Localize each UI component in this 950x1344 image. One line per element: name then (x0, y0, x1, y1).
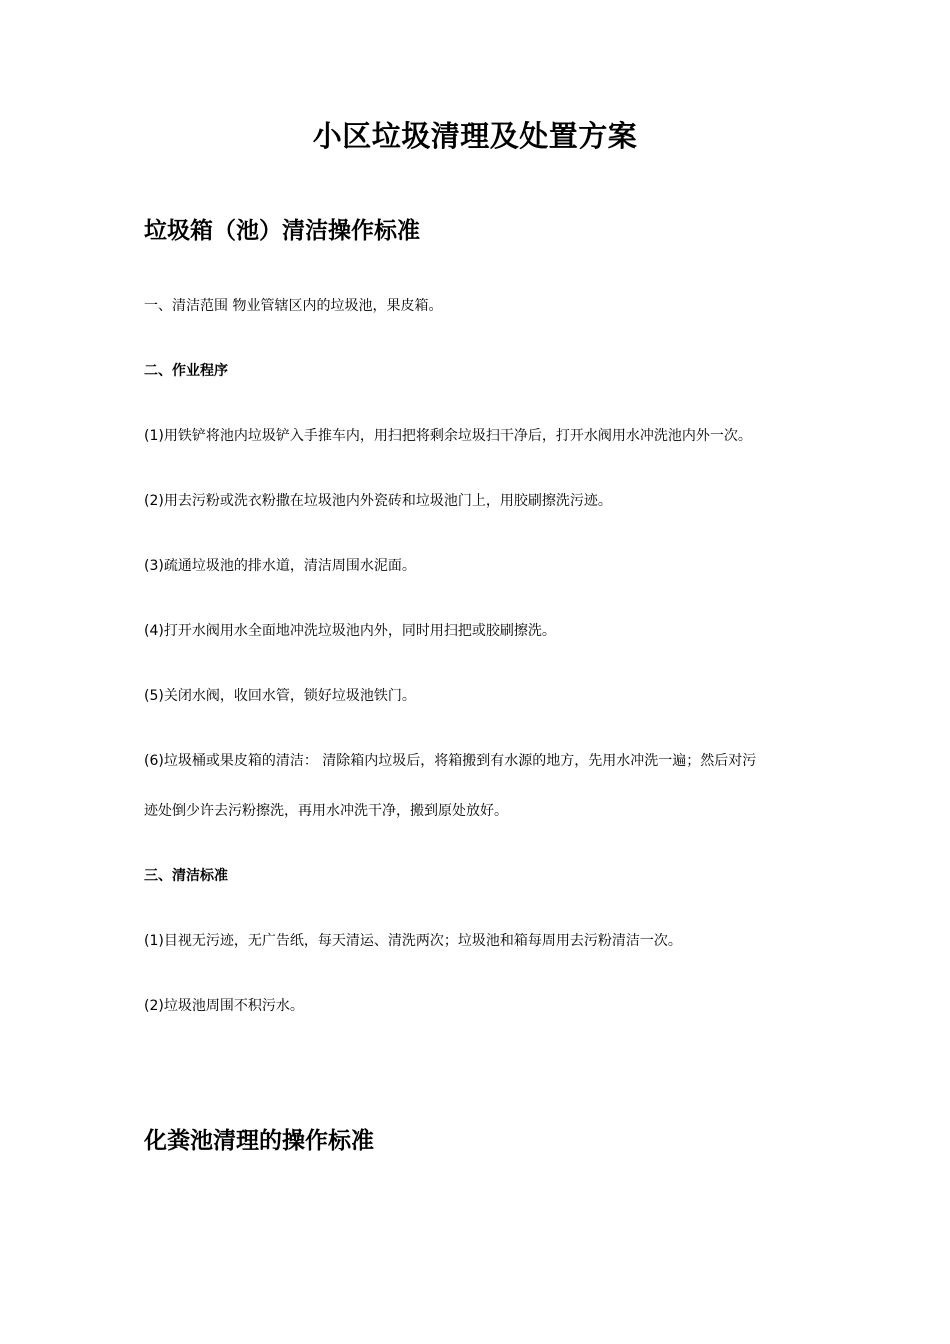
standard-heading: 三、清洁标准 (144, 868, 228, 884)
procedure-item: (1)用铁铲将池内垃圾铲入手推车内，用扫把将剩余垃圾扫干净后，打开水阀用水冲洗池内外一次。 (144, 428, 752, 444)
procedure-heading: 二、作业程序 (144, 363, 228, 379)
procedure-item: (5)关闭水阀，收回水管，锁好垃圾池铁门。 (144, 688, 416, 704)
document-title: 小区垃圾清理及处置方案 (312, 119, 638, 153)
section-heading-septic-tank: 化粪池清理的操作标准 (144, 1128, 374, 1154)
procedure-item: (6)垃圾桶或果皮箱的清洁： 清除箱内垃圾后，将箱搬到有水源的地方，先用水冲洗一遍；然后对污 (144, 753, 757, 769)
procedure-item: (2)用去污粉或洗衣粉撒在垃圾池内外瓷砖和垃圾池门上，用胶刷擦洗污迹。 (144, 493, 612, 509)
section-heading-garbage-bin: 垃圾箱（池）清洁操作标准 (144, 218, 420, 244)
standard-item: (2)垃圾池周围不积污水。 (144, 998, 304, 1014)
procedure-item: (3)疏通垃圾池的排水道，清洁周围水泥面。 (144, 558, 416, 574)
standard-item: (1)目视无污迹，无广告纸，每天清运、清洗两次；垃圾池和箱每周用去污粉清洁一次。 (144, 933, 682, 949)
cleaning-scope-paragraph: 一、清洁范围 物业管辖区内的垃圾池，果皮箱。 (144, 298, 443, 314)
procedure-item-continuation: 迹处倒少许去污粉擦洗，再用水冲洗干净，搬到原处放好。 (144, 803, 508, 819)
procedure-item: (4)打开水阀用水全面地冲洗垃圾池内外，同时用扫把或胶刷擦洗。 (144, 623, 556, 639)
